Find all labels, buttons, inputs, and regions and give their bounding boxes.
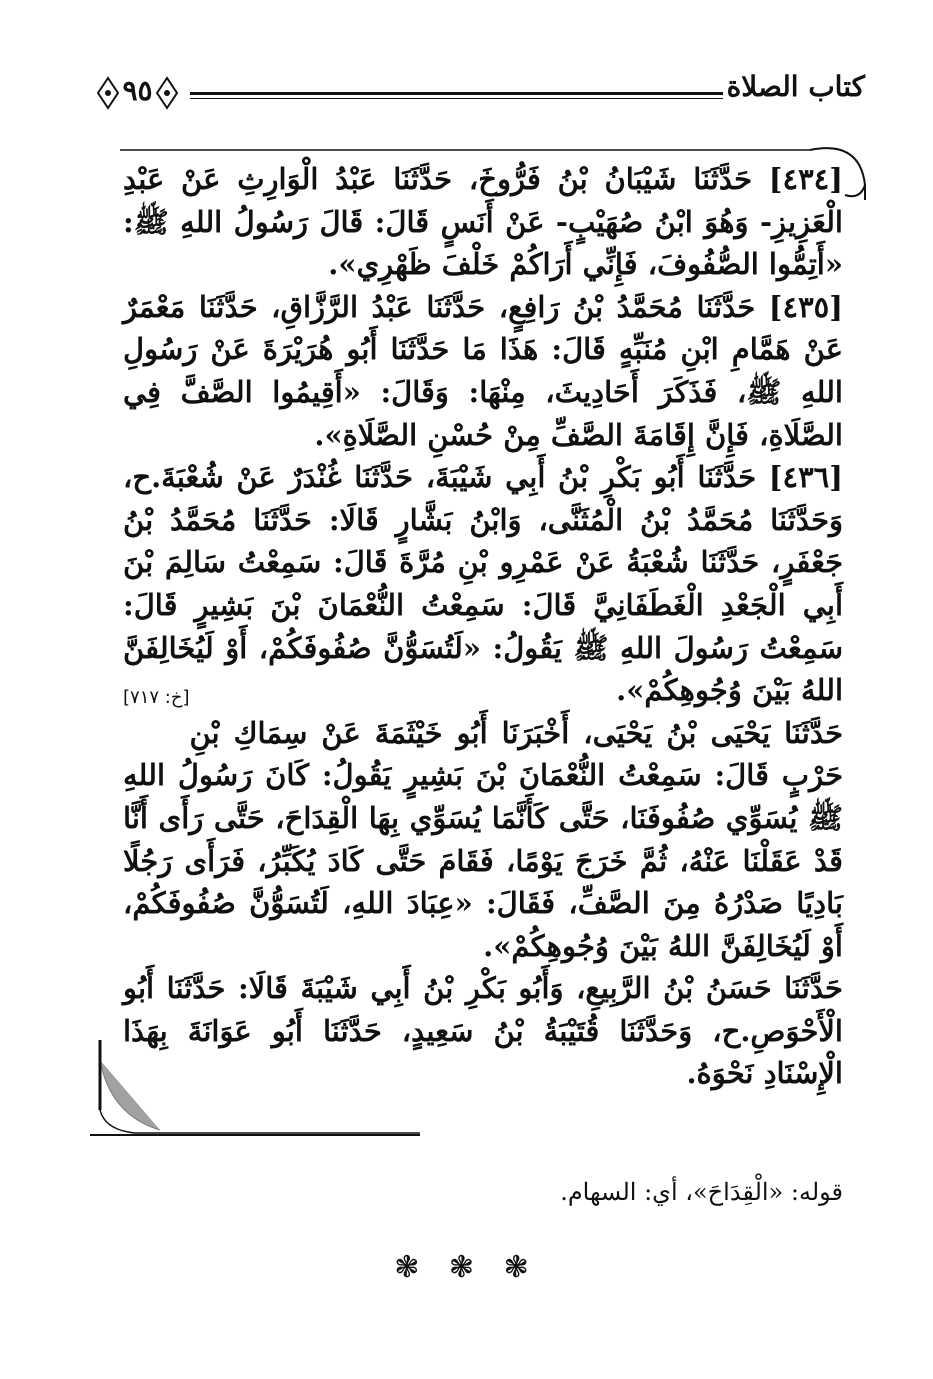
header-rule-thin — [190, 98, 723, 99]
hadith-text — [123, 158, 843, 1095]
hadith-paragraph: [٤٣٤] حَدَّثَنَا شَيْبَانُ بْنُ فَرُّوخَ، حَدَّثَنَا عَبْدُ الْوَارِثِ عَنْ عَبْدِ الْعَزِيزِ- وَهُوَ ابْنُ صُهَيْبٍ- عَنْ أَنَسٍ قَالَ: قَالَ رَسُولُ اللهِ ﷺ: «أَتِمُّوا الصُّفُوفَ، فَإِنِّي أَرَاكُمْ خَلْفَ ظَهْرِي». — [123, 162, 843, 282]
section-end-ornament: ❃ ❃ ❃ — [394, 1250, 539, 1285]
page-number: ٩٥ — [122, 74, 153, 107]
footnote: قوله: «الْقِدَاحَ»، أي: السهام. — [560, 1178, 843, 1206]
footnote-divider — [90, 1134, 420, 1136]
page-number-ornament — [90, 70, 185, 116]
bukhari-reference: [خ: ٧١٧] — [123, 687, 190, 709]
hadith-paragraph: [٤٣٥] حَدَّثَنَا مُحَمَّدُ بْنُ رَافِعٍ، حَدَّثَنَا عَبْدُ الرَّزَّاقِ، حَدَّثَنَا مَعْمَرٌ عَنْ هَمَّامِ ابْنِ مُنَبِّهٍ قَالَ: هَذَا مَا حَدَّثَنَا أَبُو هُرَيْرَةَ عَنْ رَسُولِ اللهِ ﷺ، فَذَكَرَ أَحَادِيثَ، مِنْهَا: وَقَالَ: «أَقِيمُوا الصَّفَّ فِي الصَّلَاةِ، فَإِنَّ إِقَامَةَ الصَّفِّ مِنْ حُسْنِ الصَّلَاةِ». — [123, 289, 843, 452]
hadith-paragraph: حَدَّثَنَا يَحْيَى بْنُ يَحْيَى، أَخْبَرَنَا أَبُو خَيْثَمَةَ عَنْ سِمَاكِ بْنِ حَرْبٍ قَالَ: سَمِعْتُ النُّعْمَانَ بْنَ بَشِيرٍ يَقُولُ: كَانَ رَسُولُ اللهِ ﷺ يُسَوِّي صُفُوفَنَا، حَتَّى كَأَنَّمَا يُسَوِّي بِهَا الْقِدَاحَ، حَتَّى رَأَى أَنَّا قَدْ عَقَلْنَا عَنْهُ، ثُمَّ خَرَجَ يَوْمًا، فَقَامَ حَتَّى كَادَ يُكَبِّرُ، فَرَأَى رَجُلًا بَادِيًا صَدْرُهُ مِنَ الصَّفِّ، فَقَالَ: «عِبَادَ اللهِ، لَتُسَوُّنَّ صُفُوفَكُمْ، أَوْ لَيُخَالِفَنَّ اللهُ بَيْنَ وُجُوهِكُمْ». — [123, 715, 843, 963]
hadith-paragraph-text: [٤٣٦] حَدَّثَنَا أَبُو بَكْرِ بْنُ أَبِي شَيْبَةَ، حَدَّثَنَا غُنْدَرٌ عَنْ شُعْبَةَ.ح، وَحَدَّثَنَا مُحَمَّدُ بْنُ الْمُثَنَّى، وَابْنُ بَشَّارٍ قَالَا: حَدَّثَنَا مُحَمَّدُ بْنُ جَعْفَرٍ، حَدَّثَنَا شُعْبَةُ عَنْ عَمْرِو بْنِ مُرَّةَ قَالَ: سَمِعْتُ سَالِمَ بْنَ أَبِي الْجَعْدِ الْغَطَفَانِيَّ قَالَ: سَمِعْتُ النُّعْمَانَ بْنَ بَشِيرٍ قَالَ: سَمِعْتُ رَسُولَ اللهِ ﷺ يَقُولُ: «لَتُسَوُّنَّ صُفُوفَكُمْ، أَوْ لَيُخَالِفَنَّ اللهُ بَيْنَ وُجُوهِكُمْ». — [123, 460, 843, 708]
chapter-title: كتاب الصلاة — [726, 70, 865, 103]
hadith-paragraph: حَدَّثَنَا حَسَنُ بْنُ الرَّبِيعِ، وَأَبُو بَكْرِ بْنُ أَبِي شَيْبَةَ قَالَا: حَدَّثَنَا أَبُو الْأَحْوَصِ.ح، وَحَدَّثَنَا قُتَيْبَةُ بْنُ سَعِيدٍ، حَدَّثَنَا أَبُو عَوَانَةَ بِهَذَا الْإِسْنَادِ نَحْوَهُ. — [123, 971, 843, 1091]
header-rule-thick — [190, 92, 723, 95]
hadith-paragraph — [123, 456, 843, 712]
